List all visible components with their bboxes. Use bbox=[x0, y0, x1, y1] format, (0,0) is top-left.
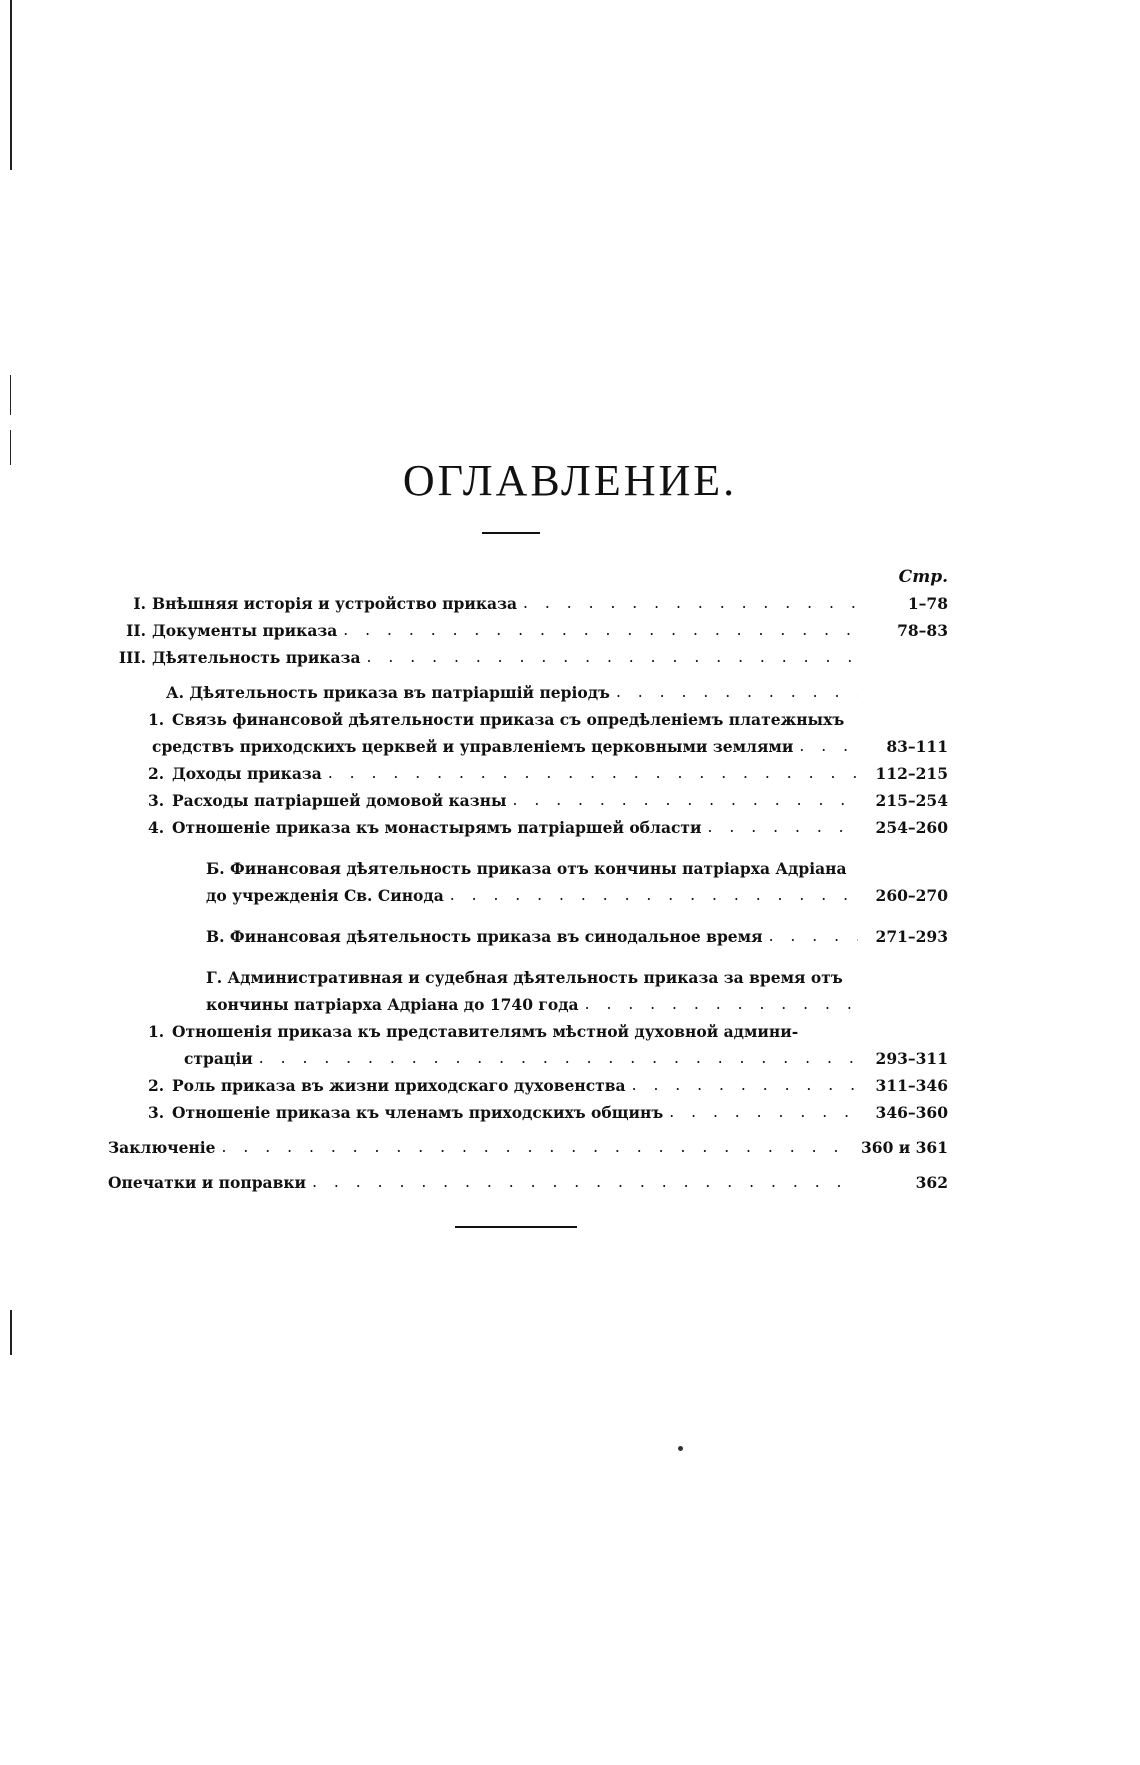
leader-dots bbox=[669, 1099, 858, 1126]
leader-dots bbox=[512, 787, 858, 814]
section-title: В. Финансовая дѣятельность приказа въ синодальное время bbox=[206, 927, 763, 946]
leader-dots bbox=[799, 733, 858, 760]
entry-pages: 112–215 bbox=[875, 764, 948, 783]
entry-title-line2: средствъ приходскихъ церквей и управленіемъ церковными землями bbox=[152, 737, 794, 756]
scan-edge-line bbox=[10, 0, 12, 170]
leader-dots bbox=[585, 991, 858, 1018]
toc-entry bbox=[108, 1072, 948, 1099]
section-title: А. Дѣятельность приказа въ патріаршій періодъ bbox=[166, 683, 610, 702]
entry-title: Внѣшняя исторія и устройство приказа bbox=[152, 594, 518, 613]
toc-entry-errata bbox=[108, 1169, 948, 1196]
table-of-contents bbox=[108, 564, 948, 1196]
entry-title-line1: Отношенія приказа къ представителямъ мѣстной духовной админи- bbox=[172, 1022, 799, 1041]
entry-title-line1: Связь финансовой дѣятельности приказа съ опредѣленіемъ платежныхъ bbox=[172, 710, 845, 729]
entry-number: II. bbox=[126, 621, 146, 640]
leader-dots bbox=[523, 590, 858, 617]
toc-entry bbox=[108, 760, 948, 787]
leader-dots bbox=[769, 923, 858, 950]
entry-title: Расходы патріаршей домовой казны bbox=[172, 791, 507, 810]
entry-pages: 260–270 bbox=[875, 886, 948, 905]
entry-number: 1. bbox=[148, 1022, 165, 1041]
entry-number: 1. bbox=[148, 710, 165, 729]
toc-entry bbox=[108, 787, 948, 814]
entry-pages: 360 и 361 bbox=[861, 1138, 948, 1157]
entry-number: 4. bbox=[148, 818, 165, 837]
entry-pages: 1–78 bbox=[907, 594, 948, 613]
entry-pages: 362 bbox=[915, 1173, 948, 1192]
section-title-line1: Б. Финансовая дѣятельность приказа отъ кончины патріарха Адріана bbox=[206, 859, 847, 878]
entry-pages: 293–311 bbox=[875, 1049, 948, 1068]
entry-pages: 254–260 bbox=[875, 818, 948, 837]
leader-dots bbox=[328, 760, 858, 787]
entry-title: Доходы приказа bbox=[172, 764, 322, 783]
leader-dots bbox=[222, 1134, 855, 1161]
entry-title-line2: страціи bbox=[184, 1049, 253, 1068]
toc-entry-conclusion bbox=[108, 1134, 948, 1161]
entry-pages: 83–111 bbox=[886, 737, 948, 756]
toc-entry bbox=[108, 644, 948, 671]
section-v bbox=[108, 923, 948, 950]
toc-entry bbox=[108, 814, 948, 841]
leader-dots bbox=[616, 679, 858, 706]
entry-title: Отношеніе приказа къ монастырямъ патріаршей области bbox=[172, 818, 702, 837]
section-title-line1: Г. Административная и судебная дѣятельность приказа за время отъ bbox=[206, 968, 843, 987]
toc-entry bbox=[108, 706, 948, 760]
scan-edge-line bbox=[10, 1310, 12, 1355]
section-a-heading bbox=[108, 679, 948, 706]
end-divider bbox=[455, 1226, 577, 1228]
entry-title: Документы приказа bbox=[152, 621, 338, 640]
entry-number: 2. bbox=[148, 764, 165, 783]
entry-number: I. bbox=[133, 594, 146, 613]
ink-speck bbox=[678, 1446, 683, 1451]
section-title-line2: кончины патріарха Адріана до 1740 года bbox=[206, 995, 579, 1014]
entry-number: III. bbox=[118, 648, 146, 667]
page-column-header: Стр. bbox=[898, 567, 948, 587]
title-divider bbox=[482, 532, 540, 534]
toc-entry bbox=[108, 1099, 948, 1126]
entry-pages: 271–293 bbox=[875, 927, 948, 946]
toc-entry bbox=[108, 590, 948, 617]
entry-title: Роль приказа въ жизни приходскаго духовенства bbox=[172, 1076, 626, 1095]
leader-dots bbox=[450, 882, 858, 909]
scan-edge-line bbox=[10, 375, 11, 415]
entry-pages: 78–83 bbox=[897, 621, 948, 640]
leader-dots bbox=[259, 1045, 858, 1072]
leader-dots bbox=[343, 617, 858, 644]
entry-title: Отношеніе приказа къ членамъ приходскихъ общинъ bbox=[172, 1103, 664, 1122]
section-g bbox=[108, 964, 948, 1018]
leader-dots bbox=[367, 644, 858, 671]
toc-entry bbox=[108, 1018, 948, 1072]
entry-title: Опечатки и поправки bbox=[108, 1173, 307, 1192]
entry-title: Заключеніе bbox=[108, 1138, 216, 1157]
leader-dots bbox=[632, 1072, 858, 1099]
entry-title: Дѣятельность приказа bbox=[152, 648, 361, 667]
leader-dots bbox=[312, 1169, 858, 1196]
entry-number: 2. bbox=[148, 1076, 165, 1095]
entry-number: 3. bbox=[148, 791, 165, 810]
entry-pages: 311–346 bbox=[875, 1076, 948, 1095]
section-b bbox=[108, 855, 948, 909]
entry-pages: 215–254 bbox=[875, 791, 948, 810]
entry-pages: 346–360 bbox=[875, 1103, 948, 1122]
leader-dots bbox=[708, 814, 858, 841]
entry-number: 3. bbox=[148, 1103, 165, 1122]
page-title: ОГЛАВЛЕНИЕ. bbox=[402, 456, 738, 505]
toc-entry bbox=[108, 617, 948, 644]
section-title-line2: до учрежденія Св. Синода bbox=[206, 886, 444, 905]
